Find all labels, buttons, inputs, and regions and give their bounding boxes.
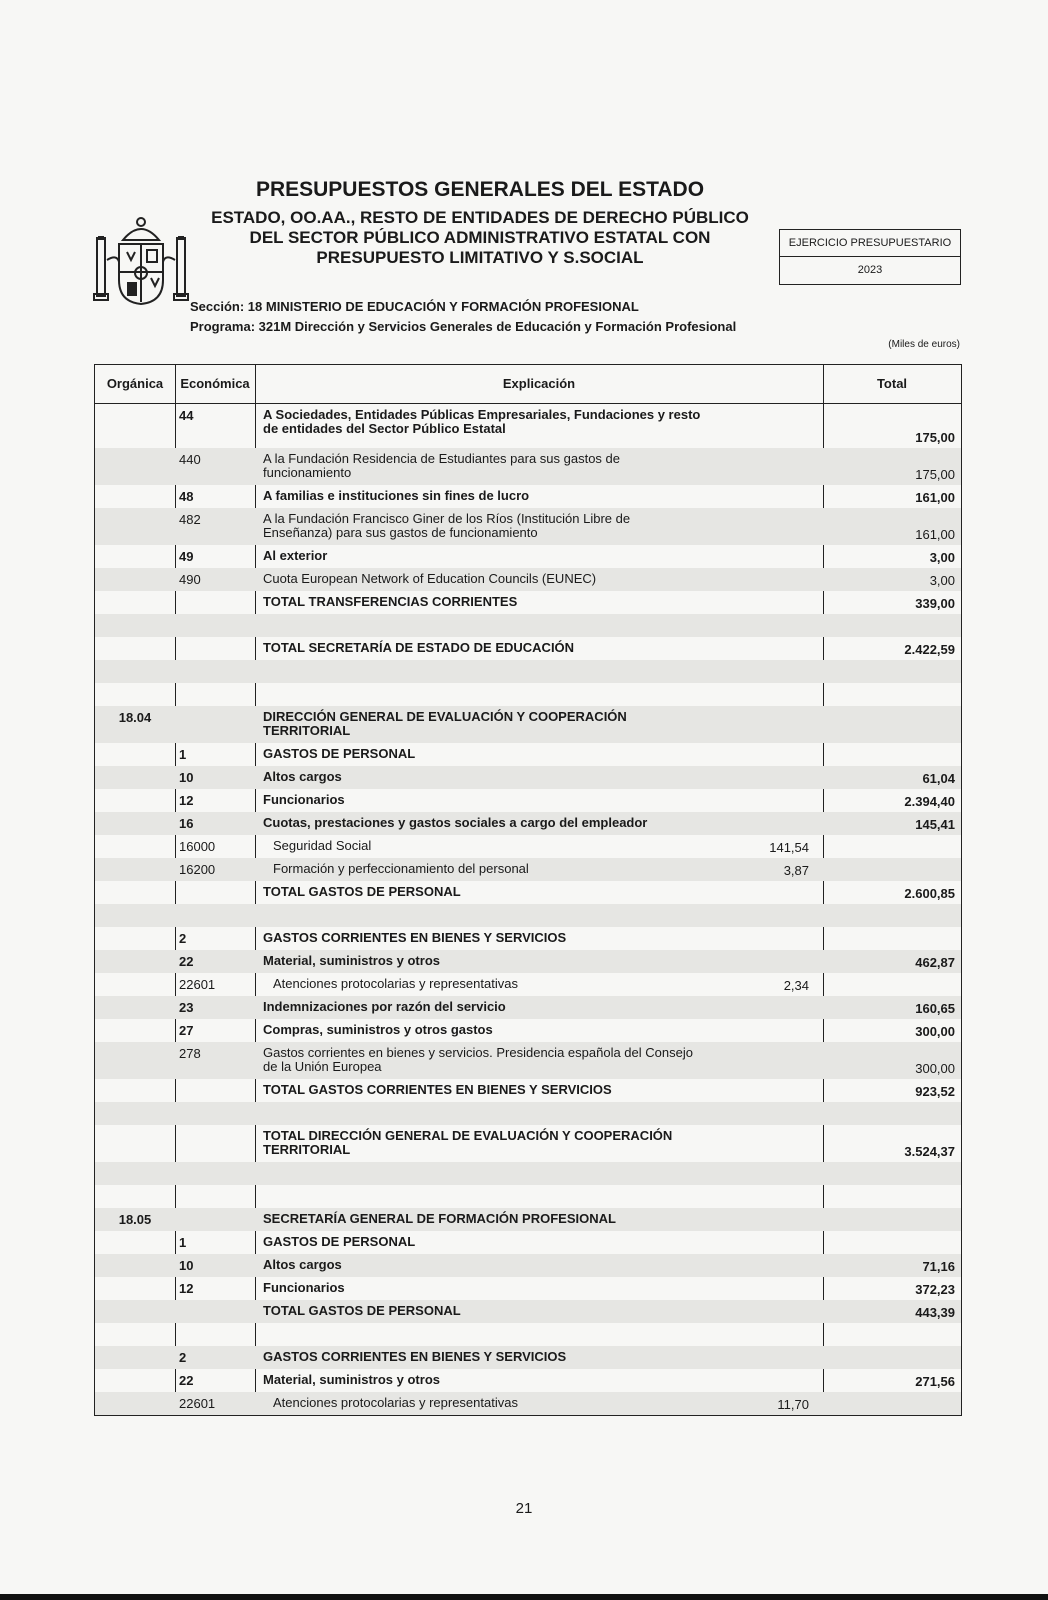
total-cell: 372,23 xyxy=(915,1282,955,1297)
table-row xyxy=(95,766,961,789)
total-cell: 3,00 xyxy=(929,550,955,565)
explicacion-cell: A la Fundación Francisco Giner de los Ríos (Institución Libre de Enseñanza) para sus gastos de funcionamiento xyxy=(263,511,631,540)
table-row xyxy=(95,812,961,835)
total-cell: 339,00 xyxy=(915,596,955,611)
total-cell: 161,00 xyxy=(915,527,955,542)
table-row xyxy=(95,973,961,996)
explicacion-cell: TOTAL GASTOS DE PERSONAL xyxy=(263,884,461,899)
explicacion-cell: TOTAL GASTOS CORRIENTES EN BIENES Y SERVICIOS xyxy=(263,1082,612,1097)
economica-cell: 1 xyxy=(179,1235,187,1250)
economica-cell: 22601 xyxy=(179,1396,216,1411)
table-row xyxy=(95,996,961,1019)
section-line: Sección: 18 MINISTERIO DE EDUCACIÓN Y FORMACIÓN PROFESIONAL xyxy=(190,299,639,314)
table-row xyxy=(95,1369,961,1392)
table-row xyxy=(95,1125,961,1162)
explicacion-cell: Indemnizaciones por razón del servicio xyxy=(263,999,506,1014)
explicacion-cell: Funcionarios xyxy=(263,792,345,807)
table-row xyxy=(95,485,961,508)
total-cell: 300,00 xyxy=(915,1061,955,1076)
explicacion-cell: Seguridad Social xyxy=(273,838,372,853)
scan-edge xyxy=(0,1594,1048,1600)
explicacion-cell: GASTOS DE PERSONAL xyxy=(263,1234,416,1249)
explicacion-cell: Cuota European Network of Education Councils (EUNEC) xyxy=(263,571,597,586)
economica-cell: 16000 xyxy=(179,839,216,854)
table-row xyxy=(95,683,961,706)
explicacion-cell: GASTOS CORRIENTES EN BIENES Y SERVICIOS xyxy=(263,930,567,945)
economica-cell: 16 xyxy=(179,816,194,831)
table-row xyxy=(95,545,961,568)
total-cell: 462,87 xyxy=(915,955,955,970)
economica-cell: 23 xyxy=(179,1000,194,1015)
explicacion-cell: Al exterior xyxy=(263,548,328,563)
explicacion-cell: TOTAL SECRETARÍA DE ESTADO DE EDUCACIÓN xyxy=(263,640,575,655)
explicacion-cell: GASTOS CORRIENTES EN BIENES Y SERVICIOS xyxy=(263,1349,567,1364)
table-row xyxy=(95,706,961,743)
table-row xyxy=(95,927,961,950)
total-cell: 71,16 xyxy=(922,1259,955,1274)
total-cell: 161,00 xyxy=(915,490,955,505)
explicacion-cell: Funcionarios xyxy=(263,1280,345,1295)
table-row xyxy=(95,568,961,591)
explicacion-cell: GASTOS DE PERSONAL xyxy=(263,746,416,761)
explicacion-cell: Formación y perfeccionamiento del personal xyxy=(273,861,529,876)
table-row xyxy=(95,614,961,637)
table-row xyxy=(95,950,961,973)
document-subtitle xyxy=(200,208,760,268)
table-row xyxy=(95,1392,961,1415)
fiscal-year-label: EJERCICIO PRESUPUESTARIO xyxy=(780,230,960,257)
fiscal-year-box xyxy=(779,229,961,285)
column-header-organica: Orgánica xyxy=(106,376,164,391)
explicacion-cell: A familias e instituciones sin fines de lucro xyxy=(263,488,530,503)
table-row xyxy=(95,1019,961,1042)
economica-cell: 10 xyxy=(179,770,194,785)
economica-cell: 27 xyxy=(179,1023,194,1038)
table-header xyxy=(95,365,961,404)
economica-cell: 278 xyxy=(179,1046,201,1061)
economica-cell: 48 xyxy=(179,489,194,504)
subtotal-cell: 11,70 xyxy=(777,1397,809,1412)
subtotal-cell: 3,87 xyxy=(783,863,809,878)
economica-cell: 22 xyxy=(179,1373,194,1388)
organica-cell: 18.04 xyxy=(118,710,152,725)
table-row xyxy=(95,1254,961,1277)
economica-cell: 2 xyxy=(179,931,187,946)
document-title: PRESUPUESTOS GENERALES DEL ESTADO xyxy=(255,178,705,201)
economica-cell: 1 xyxy=(179,747,187,762)
economica-cell: 22601 xyxy=(179,977,216,992)
table-row xyxy=(95,835,961,858)
page-number: 21 xyxy=(515,1500,533,1517)
economica-cell: 22 xyxy=(179,954,194,969)
table-row xyxy=(95,1162,961,1185)
table-row xyxy=(95,789,961,812)
subtitle-line: DEL SECTOR PÚBLICO ADMINISTRATIVO ESTATAL CON xyxy=(249,228,711,247)
explicacion-cell: Material, suministros y otros xyxy=(263,953,440,968)
column-header-total: Total xyxy=(876,376,908,391)
explicacion-cell: Altos cargos xyxy=(263,1257,342,1272)
explicacion-cell: A la Fundación Residencia de Estudiantes para sus gastos de funcionamiento xyxy=(263,451,621,480)
total-cell: 300,00 xyxy=(915,1024,955,1039)
explicacion-cell: Atenciones protocolarias y representativas xyxy=(273,976,518,991)
total-cell: 3,00 xyxy=(929,573,955,588)
economica-cell: 482 xyxy=(179,512,201,527)
total-cell: 443,39 xyxy=(915,1305,955,1320)
economica-cell: 49 xyxy=(179,549,194,564)
economica-cell: 490 xyxy=(179,572,201,587)
total-cell: 61,04 xyxy=(922,771,955,786)
explicacion-cell: Compras, suministros y otros gastos xyxy=(263,1022,493,1037)
total-cell: 2.600,85 xyxy=(904,886,955,901)
table-row xyxy=(95,591,961,614)
table-row xyxy=(95,1346,961,1369)
explicacion-cell: Gastos corrientes en bienes y servicios. Presidencia española del Consejo de la Unión Europea xyxy=(263,1045,693,1074)
table-row xyxy=(95,448,961,485)
economica-cell: 16200 xyxy=(179,862,216,877)
total-cell: 175,00 xyxy=(915,430,955,445)
subtotal-cell: 2,34 xyxy=(783,978,809,993)
explicacion-cell: Altos cargos xyxy=(263,769,342,784)
subtotal-cell: 141,54 xyxy=(769,840,809,855)
program-line: Programa: 321M Dirección y Servicios Generales de Educación y Formación Profesional xyxy=(190,319,737,334)
explicacion-cell: DIRECCIÓN GENERAL DE EVALUACIÓN Y COOPERACIÓN TERRITORIAL xyxy=(263,709,627,738)
explicacion-cell: TOTAL TRANSFERENCIAS CORRIENTES xyxy=(263,594,518,609)
total-cell: 2.422,59 xyxy=(904,642,955,657)
economica-cell: 440 xyxy=(179,452,201,467)
table-row xyxy=(95,1277,961,1300)
table-row xyxy=(95,404,961,448)
economica-cell: 2 xyxy=(179,1350,187,1365)
total-cell: 3.524,37 xyxy=(904,1144,955,1159)
table-row xyxy=(95,858,961,881)
table-row xyxy=(95,904,961,927)
budget-table xyxy=(94,364,962,1416)
table-row xyxy=(95,1323,961,1346)
total-cell: 2.394,40 xyxy=(904,794,955,809)
table-row xyxy=(95,1231,961,1254)
table-row xyxy=(95,1079,961,1102)
economica-cell: 12 xyxy=(179,793,194,808)
economica-cell: 12 xyxy=(179,1281,194,1296)
table-body xyxy=(95,404,961,1415)
table-row xyxy=(95,508,961,545)
explicacion-cell: TOTAL DIRECCIÓN GENERAL DE EVALUACIÓN Y COOPERACIÓN TERRITORIAL xyxy=(263,1128,673,1157)
column-header-explicacion: Explicación xyxy=(502,376,576,391)
economica-cell: 44 xyxy=(179,408,194,423)
coat-of-arms-icon xyxy=(93,210,189,308)
explicacion-cell: TOTAL GASTOS DE PERSONAL xyxy=(263,1303,461,1318)
explicacion-cell: Cuotas, prestaciones y gastos sociales a cargo del empleador xyxy=(263,815,648,830)
table-row xyxy=(95,637,961,660)
table-row xyxy=(95,881,961,904)
units-note: (Miles de euros) xyxy=(888,339,960,350)
fiscal-year-value: 2023 xyxy=(857,264,883,276)
table-row xyxy=(95,1042,961,1079)
total-cell: 175,00 xyxy=(915,467,955,482)
explicacion-cell: Atenciones protocolarias y representativas xyxy=(273,1395,518,1410)
total-cell: 160,65 xyxy=(915,1001,955,1016)
column-header-economica: Económica xyxy=(180,376,250,391)
organica-cell: 18.05 xyxy=(118,1212,152,1227)
table-row xyxy=(95,743,961,766)
total-cell: 145,41 xyxy=(915,817,955,832)
total-cell: 923,52 xyxy=(915,1084,955,1099)
table-row xyxy=(95,1102,961,1125)
explicacion-cell: SECRETARÍA GENERAL DE FORMACIÓN PROFESIONAL xyxy=(263,1211,616,1226)
table-row xyxy=(95,1300,961,1323)
explicacion-cell: Material, suministros y otros xyxy=(263,1372,440,1387)
subtitle-line: ESTADO, OO.AA., RESTO DE ENTIDADES DE DERECHO PÚBLICO xyxy=(211,208,749,227)
subtitle-line: PRESUPUESTO LIMITATIVO Y S.SOCIAL xyxy=(316,248,644,267)
table-row xyxy=(95,660,961,683)
explicacion-cell: A Sociedades, Entidades Públicas Empresariales, Fundaciones y resto de entidades del Sector Público Estatal xyxy=(263,407,701,436)
total-cell: 271,56 xyxy=(915,1374,955,1389)
table-row xyxy=(95,1208,961,1231)
economica-cell: 10 xyxy=(179,1258,194,1273)
table-row xyxy=(95,1185,961,1208)
